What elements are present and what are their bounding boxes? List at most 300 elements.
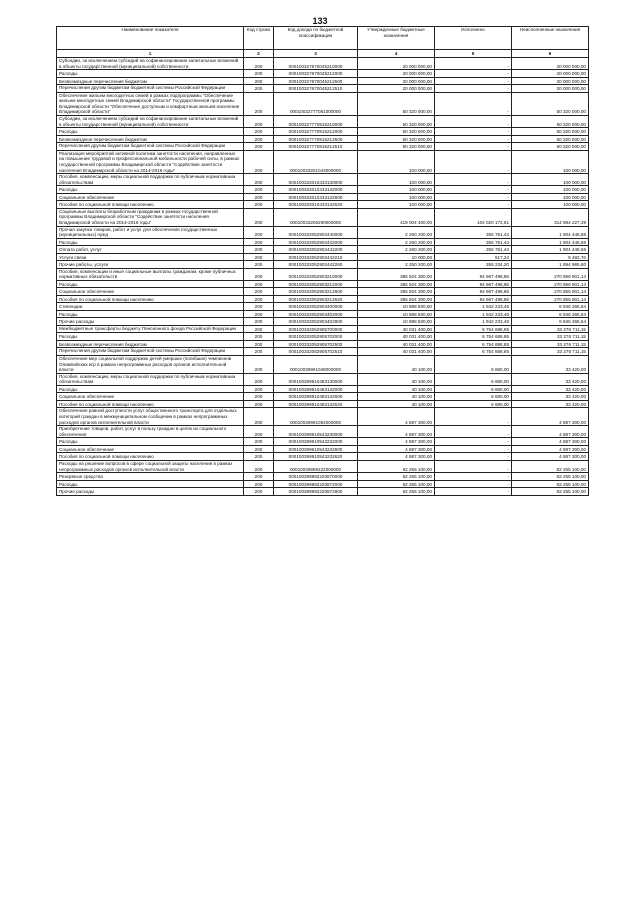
row-remaining-cell: 270 856 801,14	[512, 268, 589, 280]
row-approved-cell: 62 255 100,00	[358, 488, 435, 496]
table-row	[57, 438, 589, 446]
table-row	[57, 348, 589, 356]
row-remaining-cell: 1 904 448,56	[512, 226, 589, 238]
row-classification-code-cell: 000100399910543230000	[274, 426, 358, 438]
table-row	[57, 58, 589, 70]
row-executed-cell: 355 234,20	[435, 261, 512, 269]
row-approved-cell: 10 888 500,00	[358, 318, 435, 326]
row-classification-code-cell: 000100332052905702510	[274, 348, 358, 356]
row-classification-code-cell: 000100399992220870000	[274, 473, 358, 481]
table-row	[57, 453, 589, 461]
row-remaining-cell: 62 255 100,00	[512, 460, 589, 472]
row-name-cell: Пособия по социальной помощи населению	[57, 400, 244, 408]
row-executed-cell: -	[435, 135, 512, 143]
row-classification-code-cell: 000100327770815212510	[274, 143, 358, 151]
table-row	[57, 77, 589, 85]
row-executed-cell: -	[435, 143, 512, 151]
row-name-cell: Социальные выплаты безработным гражданам в рамках государственной программы Владимирской области "Содействие занятости населения Владимирской области на 2014-2016 годы"	[57, 208, 244, 226]
row-remaining-cell: 314 984 227,39	[512, 208, 589, 226]
row-remaining-cell: 33 420,00	[512, 400, 589, 408]
row-line-code-cell: 200	[244, 295, 274, 303]
row-approved-cell: 62 255 100,00	[358, 473, 435, 481]
row-remaining-cell: 4 887 300,00	[512, 453, 589, 461]
table-row	[57, 473, 589, 481]
row-approved-cell: 4 887 300,00	[358, 453, 435, 461]
row-name-cell: Расходы	[57, 310, 244, 318]
row-remaining-cell: 50 320 000,00	[512, 128, 589, 136]
row-executed-cell: 517,24	[435, 253, 512, 261]
row-executed-cell: -	[435, 150, 512, 173]
row-executed-cell: 1 942 233,46	[435, 310, 512, 318]
row-name-cell: Расходы	[57, 280, 244, 288]
table-row	[57, 355, 589, 373]
row-classification-code-cell: 000100332052902442260	[274, 261, 358, 269]
row-name-cell: Расходы	[57, 70, 244, 78]
row-approved-cell: 20 000 000,00	[358, 85, 435, 93]
column-numbers-row	[57, 50, 589, 58]
row-executed-cell: 6 754 688,85	[435, 333, 512, 341]
row-approved-cell: 20 000 000,00	[358, 58, 435, 70]
row-approved-cell: 40 031 400,00	[358, 348, 435, 356]
row-line-code-cell: 200	[244, 473, 274, 481]
row-executed-cell: -	[435, 426, 512, 438]
row-remaining-cell: 33 276 711,15	[512, 333, 589, 341]
row-remaining-cell: 1 894 965,80	[512, 261, 589, 269]
row-name-cell: Расходы	[57, 333, 244, 341]
table-row	[57, 340, 589, 348]
row-line-code-cell: 200	[244, 373, 274, 385]
row-classification-code-cell: 000100332052903212000	[274, 280, 358, 288]
row-remaining-cell: 4 887 300,00	[512, 408, 589, 426]
row-line-code-cell: 200	[244, 174, 274, 186]
row-line-code-cell: 200	[244, 246, 274, 254]
row-approved-cell: 100 000,00	[358, 186, 435, 194]
row-classification-code-cell: 00010039991048000000	[274, 355, 358, 373]
row-name-cell: Прочие работы, услуги	[57, 261, 244, 269]
row-name-cell: Приобретение товаров, работ, услуг в пользу граждан в целях их социального обеспечения	[57, 426, 244, 438]
row-name-cell: Стипендии	[57, 303, 244, 311]
row-executed-cell: 6 680,00	[435, 355, 512, 373]
page-number: 133	[312, 16, 328, 26]
row-executed-cell: 6 680,00	[435, 393, 512, 401]
row-classification-code-cell: 000100327670045212500	[274, 77, 358, 85]
table-row	[57, 253, 589, 261]
row-classification-code-cell: 000100399910543232620	[274, 453, 358, 461]
row-name-cell: Расходы	[57, 238, 244, 246]
row-line-code-cell: 200	[244, 58, 274, 70]
row-line-code-cell: 200	[244, 253, 274, 261]
row-approved-cell: 2 260 200,00	[358, 238, 435, 246]
table-row	[57, 261, 589, 269]
row-name-cell: Социальное обеспечение	[57, 445, 244, 453]
row-name-cell: Обеспечение равной доступности услуг общественного транспорта для отдельных категорий граждан в межмуниципальном сообщении в рамках непрограммных расходов органов исполнительной власти	[57, 408, 244, 426]
table-row	[57, 400, 589, 408]
row-remaining-cell: 100 000,00	[512, 174, 589, 186]
row-classification-code-cell: 000100399910483130000	[274, 373, 358, 385]
row-approved-cell: 20 000 000,00	[358, 70, 435, 78]
table-row	[57, 318, 589, 326]
column-number: 4	[358, 50, 435, 58]
row-executed-cell: 355 751,44	[435, 238, 512, 246]
row-name-cell: Пособия, компенсации, меры социальной поддержки по публичным нормативным обязательствам	[57, 174, 244, 186]
row-remaining-cell: 100 000,00	[512, 201, 589, 209]
row-name-cell: Услуги связи	[57, 253, 244, 261]
row-executed-cell: -	[435, 92, 512, 115]
row-classification-code-cell: 000100327770815212000	[274, 128, 358, 136]
row-approved-cell: 365 824 300,00	[358, 295, 435, 303]
row-classification-code-cell: 000100332052902442000	[274, 238, 358, 246]
row-approved-cell: 100 000,00	[358, 174, 435, 186]
row-classification-code-cell: 000100332010433132600	[274, 193, 358, 201]
row-classification-code-cell: 000100332010433130000	[274, 174, 358, 186]
row-approved-cell: 4 887 300,00	[358, 426, 435, 438]
row-remaining-cell: 8 946 266,54	[512, 303, 589, 311]
row-approved-cell: 4 887 300,00	[358, 445, 435, 453]
row-executed-cell: -	[435, 453, 512, 461]
row-remaining-cell: 20 000 000,00	[512, 58, 589, 70]
row-line-code-cell: 200	[244, 70, 274, 78]
row-approved-cell: 2 260 200,00	[358, 226, 435, 238]
column-header-approved: Утвержденные бюджетные назначения	[358, 27, 435, 50]
row-approved-cell: 62 255 100,00	[358, 460, 435, 472]
table-row	[57, 426, 589, 438]
row-executed-cell: 1 942 233,46	[435, 303, 512, 311]
row-executed-cell: 6 754 688,85	[435, 325, 512, 333]
row-line-code-cell: 200	[244, 340, 274, 348]
row-executed-cell: -	[435, 116, 512, 128]
table-row	[57, 70, 589, 78]
row-name-cell: Прочая закупка товаров, работ и услуг для обеспечения государственных (муниципальных) нужд	[57, 226, 244, 238]
row-remaining-cell: 33 420,00	[512, 385, 589, 393]
row-approved-cell: 4 887 300,00	[358, 408, 435, 426]
row-executed-cell: 6 680,00	[435, 373, 512, 385]
row-line-code-cell: 200	[244, 393, 274, 401]
row-classification-code-cell: 000100332052905700000	[274, 325, 358, 333]
row-approved-cell: 50 320 000,00	[358, 143, 435, 151]
row-remaining-cell: 270 856 801,14	[512, 280, 589, 288]
row-classification-code-cell: 000100399992220872000	[274, 480, 358, 488]
row-line-code-cell: 200	[244, 318, 274, 326]
row-approved-cell: 40 031 400,00	[358, 333, 435, 341]
row-executed-cell: -	[435, 174, 512, 186]
row-remaining-cell: 100 000,00	[512, 186, 589, 194]
row-name-cell: Пособия, компенсации, меры социальной поддержки по публичным нормативным обязательствам	[57, 373, 244, 385]
row-executed-cell: 6 754 688,85	[435, 348, 512, 356]
row-name-cell: Пособия, компенсации и иные социальные выплаты гражданам, кроме публичных нормативных обязательств	[57, 268, 244, 280]
row-approved-cell: 40 031 400,00	[358, 340, 435, 348]
table-row	[57, 333, 589, 341]
table-row	[57, 480, 589, 488]
budget-execution-table	[56, 26, 589, 496]
column-number: 2	[244, 50, 274, 58]
row-approved-cell: 40 031 400,00	[358, 325, 435, 333]
row-remaining-cell: 4 887 300,00	[512, 426, 589, 438]
row-remaining-cell: 20 000 000,00	[512, 77, 589, 85]
row-name-cell: Реализация мероприятий активной политики занятости населения, направленных на повышение трудовой и профессиональной мобильности рабочей силы, в рамках государственной программы Владимирской области "Содействие занятости населения Владимирской области на 2014-2016 годы"	[57, 150, 244, 173]
row-remaining-cell: 270 856 801,14	[512, 288, 589, 296]
row-approved-cell: 50 320 000,00	[358, 92, 435, 115]
row-remaining-cell: 33 420,00	[512, 373, 589, 385]
row-name-cell: Расходы на решение вопросов в сфере социальной защиты населения в рамках непрограммных расходов органов исполнительной власти	[57, 460, 244, 472]
row-line-code-cell: 200	[244, 208, 274, 226]
table-row	[57, 193, 589, 201]
row-classification-code-cell: 000100399910543232000	[274, 438, 358, 446]
row-approved-cell: 419 004 400,00	[358, 208, 435, 226]
row-executed-cell: -	[435, 473, 512, 481]
row-name-cell: Оплата работ, услуг	[57, 246, 244, 254]
row-executed-cell: -	[435, 460, 512, 472]
row-name-cell: Расходы	[57, 186, 244, 194]
row-approved-cell: 100 000,00	[358, 201, 435, 209]
row-classification-code-cell: 000100399910483132600	[274, 393, 358, 401]
row-executed-cell: 94 967 498,86	[435, 295, 512, 303]
table-row	[57, 488, 589, 496]
row-line-code-cell: 200	[244, 400, 274, 408]
row-name-cell: Расходы	[57, 480, 244, 488]
row-line-code-cell: 200	[244, 460, 274, 472]
row-approved-cell: 62 255 100,00	[358, 480, 435, 488]
row-executed-cell: -	[435, 70, 512, 78]
row-line-code-cell: 200	[244, 303, 274, 311]
row-approved-cell: 10 000,00	[358, 253, 435, 261]
row-executed-cell: 94 967 498,86	[435, 280, 512, 288]
table-row	[57, 288, 589, 296]
row-line-code-cell: 200	[244, 408, 274, 426]
row-name-cell: Перечисления другим бюджетам бюджетной системы Российской Федерации	[57, 85, 244, 93]
row-remaining-cell: 50 320 000,00	[512, 92, 589, 115]
row-line-code-cell: 200	[244, 116, 274, 128]
row-remaining-cell: 1 904 448,56	[512, 238, 589, 246]
row-executed-cell: 355 751,44	[435, 246, 512, 254]
row-executed-cell: -	[435, 128, 512, 136]
table-row	[57, 268, 589, 280]
row-name-cell: Безвозмездные перечисления бюджетам	[57, 340, 244, 348]
row-name-cell: Пособия по социальной помощи населению	[57, 453, 244, 461]
row-name-cell: Расходы	[57, 438, 244, 446]
row-remaining-cell: 50 320 000,00	[512, 135, 589, 143]
row-approved-cell: 365 824 300,00	[358, 280, 435, 288]
row-remaining-cell: 8 946 266,54	[512, 310, 589, 318]
row-executed-cell: -	[435, 408, 512, 426]
row-line-code-cell: 200	[244, 385, 274, 393]
row-executed-cell: -	[435, 85, 512, 93]
row-remaining-cell: 33 276 711,15	[512, 348, 589, 356]
row-remaining-cell: 20 000 000,00	[512, 85, 589, 93]
row-remaining-cell: 8 946 266,54	[512, 318, 589, 326]
row-approved-cell: 40 100,00	[358, 373, 435, 385]
column-header-executed: Исполнено	[435, 27, 512, 50]
row-classification-code-cell: 000100332052905702500	[274, 340, 358, 348]
column-header-classification-code: Код дохода по бюджетной классификации	[274, 27, 358, 50]
row-approved-cell: 50 320 000,00	[358, 135, 435, 143]
row-remaining-cell: 100 000,00	[512, 193, 589, 201]
table-row	[57, 85, 589, 93]
row-classification-code-cell: 000100399910483132000	[274, 385, 358, 393]
row-executed-cell: -	[435, 77, 512, 85]
row-classification-code-cell: 00010033201043000000	[274, 150, 358, 173]
row-line-code-cell: 200	[244, 85, 274, 93]
table-row	[57, 310, 589, 318]
row-approved-cell: 100 000,00	[358, 193, 435, 201]
table-row	[57, 385, 589, 393]
row-approved-cell: 100 000,00	[358, 150, 435, 173]
table-row	[57, 186, 589, 194]
row-classification-code-cell: 000100332052905702000	[274, 333, 358, 341]
row-approved-cell: 2 250 200,00	[358, 261, 435, 269]
row-line-code-cell: 200	[244, 310, 274, 318]
row-classification-code-cell: 00010032777081000000	[274, 92, 358, 115]
row-approved-cell: 2 260 200,00	[358, 246, 435, 254]
row-name-cell: Межбюджетные трансферты бюджету Пенсионного фонда Российской Федерации	[57, 325, 244, 333]
row-line-code-cell: 200	[244, 193, 274, 201]
row-name-cell: Социальное обеспечение	[57, 193, 244, 201]
table-row	[57, 246, 589, 254]
column-number: 1	[57, 50, 244, 58]
row-name-cell: Социальное обеспечение	[57, 288, 244, 296]
row-classification-code-cell: 000100399992220872900	[274, 488, 358, 496]
row-approved-cell: 40 100,00	[358, 400, 435, 408]
table-row	[57, 174, 589, 186]
row-approved-cell: 40 100,00	[358, 385, 435, 393]
row-executed-cell: -	[435, 193, 512, 201]
row-line-code-cell: 200	[244, 488, 274, 496]
row-line-code-cell: 200	[244, 135, 274, 143]
row-remaining-cell: 33 276 711,15	[512, 325, 589, 333]
row-executed-cell: 94 967 498,86	[435, 288, 512, 296]
table-row	[57, 460, 589, 472]
row-line-code-cell: 200	[244, 268, 274, 280]
column-number: 5	[435, 50, 512, 58]
table-row	[57, 373, 589, 385]
row-line-code-cell: 200	[244, 128, 274, 136]
row-name-cell: Безвозмездные перечисления бюджетам	[57, 77, 244, 85]
row-approved-cell: 10 888 500,00	[358, 303, 435, 311]
row-classification-code-cell: 000100327670045210000	[274, 58, 358, 70]
row-remaining-cell: 62 255 100,00	[512, 473, 589, 481]
row-executed-cell: 94 967 498,86	[435, 268, 512, 280]
table-header-row	[57, 27, 589, 50]
table-row	[57, 116, 589, 128]
table-body	[57, 50, 589, 496]
row-classification-code-cell: 000100327770815210000	[274, 116, 358, 128]
row-classification-code-cell: 000100332052902442210	[274, 253, 358, 261]
row-remaining-cell: 62 255 100,00	[512, 488, 589, 496]
row-approved-cell: 50 320 000,00	[358, 116, 435, 128]
row-remaining-cell: 33 420,00	[512, 355, 589, 373]
column-header-line-code: Код строки	[244, 27, 274, 50]
row-approved-cell: 40 100,00	[358, 355, 435, 373]
row-classification-code-cell: 000100332052903210000	[274, 268, 358, 280]
row-approved-cell: 10 888 500,00	[358, 310, 435, 318]
row-executed-cell: 6 680,00	[435, 385, 512, 393]
table-row	[57, 201, 589, 209]
row-line-code-cell: 200	[244, 288, 274, 296]
row-remaining-cell: 33 420,00	[512, 393, 589, 401]
row-line-code-cell: 200	[244, 150, 274, 173]
row-line-code-cell: 200	[244, 355, 274, 373]
table-row	[57, 150, 589, 173]
row-line-code-cell: 200	[244, 480, 274, 488]
row-remaining-cell: 4 887 300,00	[512, 438, 589, 446]
row-executed-cell: -	[435, 201, 512, 209]
row-approved-cell: 40 100,00	[358, 393, 435, 401]
row-remaining-cell: 270 856 801,14	[512, 295, 589, 303]
row-remaining-cell: 62 255 100,00	[512, 480, 589, 488]
row-line-code-cell: 200	[244, 445, 274, 453]
row-classification-code-cell: 000100332052903212600	[274, 288, 358, 296]
row-executed-cell: 6 680,00	[435, 400, 512, 408]
table-row	[57, 128, 589, 136]
row-classification-code-cell: 000100332052903402900	[274, 318, 358, 326]
row-classification-code-cell: 000100327670045212510	[274, 85, 358, 93]
row-name-cell: Резервные средства	[57, 473, 244, 481]
table-row	[57, 143, 589, 151]
row-name-cell: Обеспечение жильем многодетных семей в рамках подпрограммы "Обеспечение жильем многодетных семей Владимирской области" Государственной программы Владимирской области "Обеспечение доступным и комфортным жильем населения Владимирской области"	[57, 92, 244, 115]
row-name-cell: Безвозмездные перечисления бюджетам	[57, 135, 244, 143]
table-row	[57, 226, 589, 238]
row-name-cell: Прочие расходы	[57, 318, 244, 326]
row-name-cell: Перечисления другим бюджетам бюджетной системы Российской Федерации	[57, 348, 244, 356]
row-remaining-cell: 1 904 448,56	[512, 246, 589, 254]
row-executed-cell: -	[435, 445, 512, 453]
row-classification-code-cell: 000100399910543232600	[274, 445, 358, 453]
table-row	[57, 408, 589, 426]
row-remaining-cell: 50 320 000,00	[512, 116, 589, 128]
row-name-cell: Пособия по социальной помощи населению	[57, 295, 244, 303]
row-line-code-cell: 200	[244, 453, 274, 461]
table-row	[57, 208, 589, 226]
row-name-cell: Прочие расходы	[57, 488, 244, 496]
row-classification-code-cell: 00010033205290000000	[274, 208, 358, 226]
row-classification-code-cell: 000100399910483132620	[274, 400, 358, 408]
row-classification-code-cell: 000100327670045212000	[274, 70, 358, 78]
row-line-code-cell: 200	[244, 261, 274, 269]
row-name-cell: Обеспечение мер социальной поддержки детей умерших (погибших) чемпионов Олимпийских игр в рамках непрограммных расходов органов исполнительной власти	[57, 355, 244, 373]
column-header-remaining: Неисполненные назначения	[512, 27, 589, 50]
row-executed-cell: -	[435, 186, 512, 194]
row-name-cell: Перечисления другим бюджетам бюджетной системы Российской Федерации	[57, 143, 244, 151]
table-row	[57, 393, 589, 401]
row-classification-code-cell: 00010039999222000000	[274, 460, 358, 472]
row-line-code-cell: 200	[244, 325, 274, 333]
table-row	[57, 445, 589, 453]
row-approved-cell: 365 824 300,00	[358, 268, 435, 280]
table-row	[57, 295, 589, 303]
row-executed-cell: 1 942 233,46	[435, 318, 512, 326]
row-line-code-cell: 200	[244, 426, 274, 438]
row-classification-code-cell: 000100332052903402000	[274, 310, 358, 318]
row-classification-code-cell: 000100327770815212500	[274, 135, 358, 143]
row-line-code-cell: 200	[244, 348, 274, 356]
row-name-cell: Расходы	[57, 385, 244, 393]
column-number: 3	[274, 50, 358, 58]
row-classification-code-cell: 000100332052902440000	[274, 226, 358, 238]
row-name-cell: Социальное обеспечение	[57, 393, 244, 401]
row-name-cell: Субсидии, за исключением субсидий на софинансирование капитальных вложений в объекты государственной (муниципальной) собственности	[57, 116, 244, 128]
column-header-name: Наименование показателя	[57, 27, 244, 50]
row-classification-code-cell: 000100332052903400000	[274, 303, 358, 311]
row-line-code-cell: 200	[244, 238, 274, 246]
row-executed-cell: -	[435, 438, 512, 446]
row-line-code-cell: 200	[244, 143, 274, 151]
row-remaining-cell: 4 887 300,00	[512, 445, 589, 453]
row-executed-cell: -	[435, 58, 512, 70]
row-approved-cell: 20 000 000,00	[358, 77, 435, 85]
table-row	[57, 92, 589, 115]
row-executed-cell: -	[435, 480, 512, 488]
row-line-code-cell: 200	[244, 92, 274, 115]
row-line-code-cell: 200	[244, 438, 274, 446]
